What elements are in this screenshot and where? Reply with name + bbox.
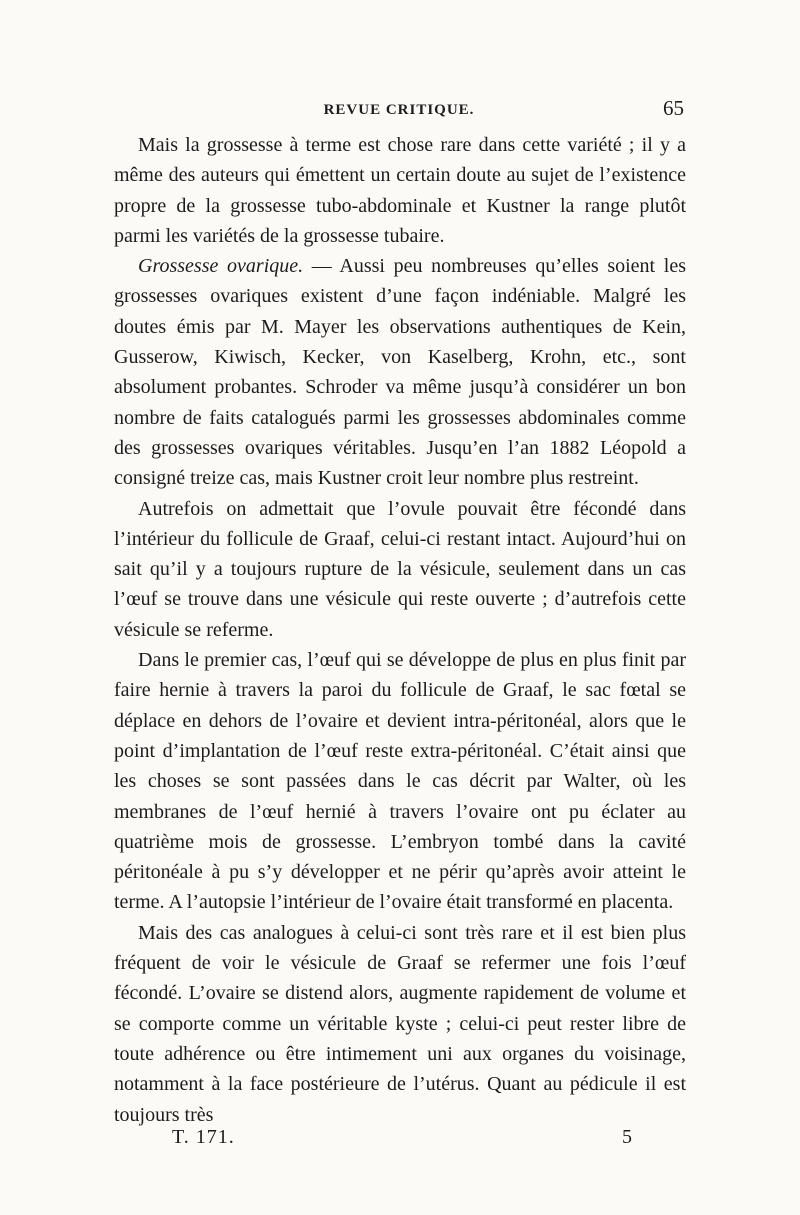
- paragraph-text: Dans le premier cas, l’œuf qui se développe de plus en plus finit par faire hernie à travers la paroi du follicule de Graaf, le sac fœtal se déplace en dehors de l’ovaire et devient intra-péritonéal, alors que le point d’implantation de l’œuf reste extra-péritonéal. C’était ainsi que les choses se sont passées dans le cas décrit par Walter, où les membranes de l’œuf hernié à travers l’ovaire ont pu éclater au quatrième mois de grossesse. L’embryon tombé dans la cavité péritonéale à pu s’y développer et ne périr qu’après avoir atteint le terme. A l’autopsie l’intérieur de l’ovaire était transformé en placenta.: [114, 649, 686, 914]
- paragraph-text: Mais des cas analogues à celui-ci sont très rare et il est bien plus fréquent de voir le vésicule de Graaf se refermer une fois l’œuf fécondé. L’ovaire se distend alors, augmente rapidement de volume et se comporte comme un véritable kyste ; celui-ci peut rester libre de toute adhérence ou être intimement uni aux organes du voisinage, notamment à la face postérieure de l’utérus. Quant au pédicule il est toujours très: [114, 921, 686, 1126]
- gathering-signature: 5: [622, 1126, 632, 1148]
- running-head: REVUE CRITIQUE.: [323, 102, 475, 118]
- page-header: [114, 96, 684, 126]
- paragraph-text: Autrefois on admettait que l’ovule pouvait être fécondé dans l’intérieur du follicule de Graaf, celui-ci restant intact. Aujourd’hui on sait qu’il y a toujours rupture de la vésicule, seulement dans un cas l’œuf se trouve dans une vésicule qui reste ouverte ; d’autrefois cette vésicule se referme.: [114, 497, 686, 641]
- section-subhead: Grossesse ovarique.: [138, 255, 304, 278]
- paragraph: [114, 645, 686, 918]
- page-footer: [172, 1126, 632, 1154]
- body-text: [114, 130, 686, 1130]
- paragraph: [114, 251, 686, 493]
- paragraph-text: — Aussi peu nombreuses qu’elles soient les grossesses ovariques existent d’une façon indéniable. Malgré les doutes émis par M. Mayer les observations authentiques de Kein, Gusserow, Kiwisch, Kecker, von Kaselberg, Krohn, etc., sont absolument probantes. Schroder va même jusqu’à considérer un bon nombre de faits catalogués parmi les grossesses abdominales comme des grossesses ovariques véritables. Jusqu’en l’an 1882 Léopold a consigné treize cas, mais Kustner croit leur nombre plus restreint.: [114, 255, 686, 490]
- page-number: 65: [663, 96, 684, 120]
- paragraph: [114, 918, 686, 1130]
- paragraph: [114, 494, 686, 645]
- paragraph-text: Mais la grossesse à terme est chose rare dans cette variété ; il y a même des auteurs qui émettent un certain doute au sujet de l’existence propre de la grossesse tubo-abdominale et Kustner la range plutôt parmi les variétés de la grossesse tubaire.: [114, 134, 686, 247]
- paragraph: [114, 130, 686, 251]
- volume-signature: T. 171.: [172, 1126, 235, 1148]
